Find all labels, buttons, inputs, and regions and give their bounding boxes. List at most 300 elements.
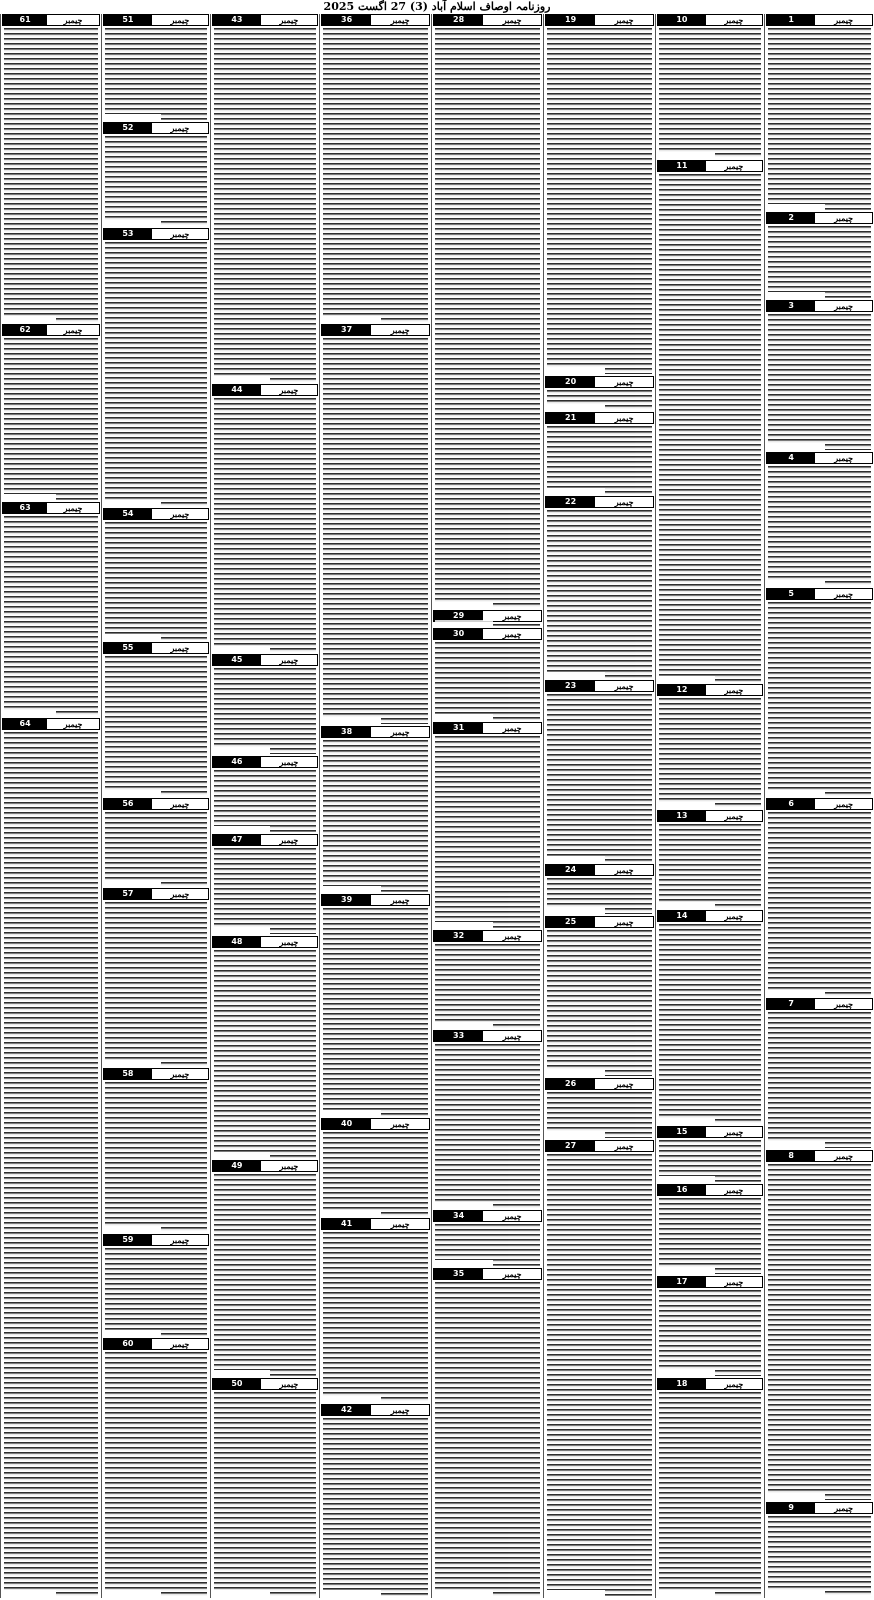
item-heading <box>657 1126 763 1138</box>
item-label: چیمبر <box>815 15 872 25</box>
item-number: 14 <box>658 911 706 921</box>
body-text-lines <box>547 878 652 914</box>
news-item <box>545 1078 654 1140</box>
body-text-lines <box>659 28 761 158</box>
item-number: 7 <box>767 999 815 1009</box>
item-heading <box>766 798 873 810</box>
item-label: چیمبر <box>371 1219 429 1229</box>
item-number: 4 <box>767 453 815 463</box>
item-heading <box>2 14 100 26</box>
item-label: چیمبر <box>152 1235 208 1245</box>
news-item <box>212 654 318 756</box>
item-number: 23 <box>546 681 595 691</box>
body-text-lines <box>768 1516 871 1596</box>
item-label: چیمبر <box>371 15 429 25</box>
body-text-lines <box>435 1044 540 1208</box>
item-label: چیمبر <box>595 865 653 875</box>
item-heading <box>545 680 654 692</box>
body-text-lines <box>435 944 540 1028</box>
item-label: چیمبر <box>371 895 429 905</box>
item-label: چیمبر <box>483 611 541 621</box>
item-heading <box>212 1378 318 1390</box>
news-item <box>657 160 763 684</box>
item-number: 38 <box>322 727 371 737</box>
news-item <box>657 1184 763 1276</box>
item-label: چیمبر <box>706 15 762 25</box>
news-item <box>766 452 873 588</box>
item-heading <box>321 1404 430 1416</box>
body-text-lines <box>768 602 871 796</box>
body-text-lines <box>4 516 98 716</box>
body-text-lines <box>323 908 428 1116</box>
news-item <box>103 1234 209 1338</box>
body-text-lines <box>659 174 761 682</box>
item-label: چیمبر <box>706 1185 762 1195</box>
item-number: 24 <box>546 865 595 875</box>
body-text-lines <box>547 694 652 862</box>
item-heading <box>545 14 654 26</box>
news-item <box>2 324 100 502</box>
item-number: 25 <box>546 917 595 927</box>
item-heading <box>766 452 873 464</box>
news-item <box>212 14 318 384</box>
news-item <box>103 228 209 508</box>
item-number: 20 <box>546 377 595 387</box>
item-heading <box>766 212 873 224</box>
item-label: چیمبر <box>47 15 99 25</box>
column <box>319 14 431 1598</box>
item-number: 37 <box>322 325 371 335</box>
body-text-lines <box>214 398 316 652</box>
item-heading <box>766 1502 873 1514</box>
news-item <box>321 1404 430 1598</box>
item-heading <box>103 508 209 520</box>
news-item <box>103 1068 209 1234</box>
body-text-lines <box>105 1082 207 1232</box>
item-number: 53 <box>104 229 152 239</box>
body-text-lines <box>323 1132 428 1216</box>
item-number: 27 <box>546 1141 595 1151</box>
item-number: 33 <box>434 1031 483 1041</box>
body-text-lines <box>105 812 207 886</box>
item-heading <box>212 384 318 396</box>
item-heading <box>545 916 654 928</box>
news-item <box>212 936 318 1160</box>
body-text-lines <box>105 522 207 640</box>
item-label: چیمبر <box>483 15 541 25</box>
item-label: چیمبر <box>815 213 872 223</box>
news-item <box>766 798 873 998</box>
news-item <box>433 14 542 610</box>
item-label: چیمبر <box>47 325 99 335</box>
body-text-lines <box>323 338 428 724</box>
item-heading <box>103 1234 209 1246</box>
news-item <box>433 628 542 722</box>
news-item <box>321 1118 430 1218</box>
item-label: چیمبر <box>706 1127 762 1137</box>
item-number: 16 <box>658 1185 706 1195</box>
item-number: 3 <box>767 301 815 311</box>
item-label: چیمبر <box>371 727 429 737</box>
item-number: 51 <box>104 15 152 25</box>
item-heading <box>545 1140 654 1152</box>
news-item <box>321 14 430 324</box>
news-item <box>2 14 100 324</box>
news-item <box>212 1378 318 1598</box>
body-text-lines <box>768 28 871 210</box>
body-text-lines <box>659 924 761 1124</box>
item-heading <box>545 376 654 388</box>
news-item <box>103 122 209 228</box>
item-label: چیمبر <box>152 799 208 809</box>
item-label: چیمبر <box>47 719 99 729</box>
news-item <box>103 508 209 642</box>
body-text-lines <box>214 1392 316 1596</box>
item-label: چیمبر <box>152 509 208 519</box>
news-item <box>212 756 318 834</box>
item-heading <box>103 798 209 810</box>
news-item <box>545 916 654 1078</box>
item-label: چیمبر <box>595 15 653 25</box>
news-item <box>657 810 763 910</box>
item-label: چیمبر <box>706 1277 762 1287</box>
item-heading <box>657 1276 763 1288</box>
item-number: 15 <box>658 1127 706 1137</box>
body-text-lines <box>768 466 871 586</box>
item-label: چیمبر <box>706 811 762 821</box>
item-heading <box>433 930 542 942</box>
news-item <box>2 502 100 718</box>
column <box>210 14 319 1598</box>
item-heading <box>321 1218 430 1230</box>
news-item <box>212 834 318 936</box>
news-item <box>657 1126 763 1184</box>
body-text-lines <box>435 642 540 720</box>
body-text-lines <box>547 28 652 374</box>
item-label: چیمبر <box>483 1031 541 1041</box>
item-heading <box>212 834 318 846</box>
item-number: 19 <box>546 15 595 25</box>
item-heading <box>103 228 209 240</box>
item-heading <box>103 642 209 654</box>
item-heading <box>2 324 100 336</box>
item-label: چیمبر <box>815 301 872 311</box>
item-number: 47 <box>213 835 261 845</box>
news-item <box>766 300 873 452</box>
item-heading <box>657 684 763 696</box>
item-heading <box>433 14 542 26</box>
item-label: چیمبر <box>595 413 653 423</box>
item-number: 34 <box>434 1211 483 1221</box>
body-text-lines <box>659 1290 761 1376</box>
item-heading <box>103 888 209 900</box>
column <box>543 14 655 1598</box>
item-number: 56 <box>104 799 152 809</box>
item-label: چیمبر <box>595 377 653 387</box>
item-label: چیمبر <box>261 1161 317 1171</box>
body-text-lines <box>323 740 428 892</box>
news-item <box>766 1502 873 1598</box>
item-number: 55 <box>104 643 152 653</box>
item-label: چیمبر <box>152 1339 208 1349</box>
body-text-lines <box>105 1248 207 1336</box>
news-item <box>545 496 654 680</box>
body-text-lines <box>768 1164 871 1500</box>
column <box>655 14 764 1598</box>
news-item <box>103 14 209 122</box>
body-text-lines <box>214 770 316 832</box>
news-item <box>2 718 100 1598</box>
news-item <box>212 1160 318 1378</box>
item-heading <box>212 14 318 26</box>
body-text-lines <box>435 624 540 626</box>
item-number: 29 <box>434 611 483 621</box>
item-heading <box>657 810 763 822</box>
news-item <box>766 998 873 1150</box>
item-heading <box>545 496 654 508</box>
body-text-lines <box>4 338 98 500</box>
item-label: چیمبر <box>152 229 208 239</box>
item-number: 1 <box>767 15 815 25</box>
masthead: روزنامہ اوصاف اسلام آباد (3) 27 اگست 2025 <box>323 0 551 13</box>
item-number: 44 <box>213 385 261 395</box>
column <box>764 14 874 1598</box>
item-number: 48 <box>213 937 261 947</box>
item-heading <box>766 588 873 600</box>
item-label: چیمبر <box>152 123 208 133</box>
item-label: چیمبر <box>815 589 872 599</box>
body-text-lines <box>768 314 871 450</box>
body-text-lines <box>323 28 428 322</box>
item-heading <box>657 1378 763 1390</box>
item-number: 13 <box>658 811 706 821</box>
column <box>0 14 101 1598</box>
item-number: 28 <box>434 15 483 25</box>
item-number: 9 <box>767 1503 815 1513</box>
item-label: چیمبر <box>261 15 317 25</box>
news-item <box>545 864 654 916</box>
item-label: چیمبر <box>261 1379 317 1389</box>
item-number: 57 <box>104 889 152 899</box>
item-number: 52 <box>104 123 152 133</box>
item-label: چیمبر <box>47 503 99 513</box>
news-item <box>103 1338 209 1598</box>
item-number: 36 <box>322 15 371 25</box>
item-label: چیمبر <box>261 937 317 947</box>
news-item <box>545 1140 654 1598</box>
item-number: 50 <box>213 1379 261 1389</box>
item-heading <box>321 726 430 738</box>
body-text-lines <box>435 1282 540 1596</box>
item-label: چیمبر <box>815 1503 872 1513</box>
item-heading <box>766 1150 873 1162</box>
item-heading <box>433 1030 542 1042</box>
news-item <box>433 610 542 628</box>
item-heading <box>212 1160 318 1172</box>
item-number: 12 <box>658 685 706 695</box>
body-text-lines <box>105 28 207 120</box>
body-text-lines <box>4 28 98 322</box>
item-heading <box>766 14 873 26</box>
item-label: چیمبر <box>152 15 208 25</box>
body-text-lines <box>105 902 207 1066</box>
body-text-lines <box>547 390 652 410</box>
item-number: 49 <box>213 1161 261 1171</box>
news-item <box>657 1378 763 1598</box>
item-number: 43 <box>213 15 261 25</box>
body-text-lines <box>105 136 207 226</box>
item-heading <box>321 14 430 26</box>
item-label: چیمبر <box>483 723 541 733</box>
item-number: 32 <box>434 931 483 941</box>
item-label: چیمبر <box>261 655 317 665</box>
item-heading <box>103 1068 209 1080</box>
news-item <box>657 14 763 160</box>
item-heading <box>212 654 318 666</box>
news-item <box>321 726 430 894</box>
item-label: چیمبر <box>371 1405 429 1415</box>
item-heading <box>433 722 542 734</box>
item-label: چیمبر <box>483 931 541 941</box>
item-label: چیمبر <box>595 1141 653 1151</box>
item-number: 58 <box>104 1069 152 1079</box>
news-item <box>103 642 209 798</box>
item-heading <box>766 998 873 1010</box>
item-number: 64 <box>3 719 47 729</box>
item-number: 11 <box>658 161 706 171</box>
item-label: چیمبر <box>483 1211 541 1221</box>
item-heading <box>321 1118 430 1130</box>
item-heading <box>545 1078 654 1090</box>
body-text-lines <box>214 28 316 382</box>
body-text-lines <box>214 950 316 1158</box>
body-text-lines <box>547 426 652 494</box>
news-item <box>103 888 209 1068</box>
body-text-lines <box>435 28 540 608</box>
item-heading <box>545 412 654 424</box>
item-number: 5 <box>767 589 815 599</box>
item-number: 2 <box>767 213 815 223</box>
item-heading <box>766 300 873 312</box>
item-label: چیمبر <box>261 835 317 845</box>
body-text-lines <box>768 812 871 996</box>
news-item <box>321 894 430 1118</box>
item-heading <box>321 324 430 336</box>
item-number: 10 <box>658 15 706 25</box>
item-label: چیمبر <box>483 1269 541 1279</box>
body-text-lines <box>547 930 652 1076</box>
body-text-lines <box>105 1352 207 1596</box>
body-text-lines <box>659 1140 761 1182</box>
item-number: 62 <box>3 325 47 335</box>
news-item <box>433 1268 542 1598</box>
item-label: چیمبر <box>152 643 208 653</box>
body-text-lines <box>323 1418 428 1596</box>
item-label: چیمبر <box>706 911 762 921</box>
item-heading <box>657 14 763 26</box>
item-number: 17 <box>658 1277 706 1287</box>
news-item <box>545 14 654 376</box>
item-label: چیمبر <box>483 629 541 639</box>
body-text-lines <box>435 1224 540 1266</box>
item-heading <box>103 1338 209 1350</box>
body-text-lines <box>323 1232 428 1402</box>
body-text-lines <box>659 1198 761 1274</box>
news-item <box>433 722 542 930</box>
item-number: 42 <box>322 1405 371 1415</box>
item-label: چیمبر <box>706 161 762 171</box>
body-text-lines <box>659 824 761 908</box>
item-number: 35 <box>434 1269 483 1279</box>
item-heading <box>433 1210 542 1222</box>
item-heading <box>657 160 763 172</box>
news-item <box>321 1218 430 1404</box>
body-text-lines <box>547 1154 652 1596</box>
item-label: چیمبر <box>706 1379 762 1389</box>
news-item <box>766 14 873 212</box>
item-label: چیمبر <box>152 889 208 899</box>
news-item <box>657 1276 763 1378</box>
item-number: 40 <box>322 1119 371 1129</box>
item-heading <box>545 864 654 876</box>
item-heading <box>103 122 209 134</box>
item-number: 26 <box>546 1079 595 1089</box>
item-number: 63 <box>3 503 47 513</box>
item-label: چیمبر <box>371 1119 429 1129</box>
news-item <box>433 1210 542 1268</box>
item-heading <box>103 14 209 26</box>
item-number: 30 <box>434 629 483 639</box>
item-label: چیمبر <box>815 453 872 463</box>
body-text-lines <box>547 510 652 678</box>
item-heading <box>212 756 318 768</box>
column <box>101 14 210 1598</box>
item-label: چیمبر <box>815 799 872 809</box>
news-item <box>103 798 209 888</box>
item-heading <box>321 894 430 906</box>
news-item <box>212 384 318 654</box>
news-item <box>545 376 654 412</box>
item-heading <box>2 718 100 730</box>
news-item <box>545 412 654 496</box>
item-number: 21 <box>546 413 595 423</box>
item-label: چیمبر <box>815 1151 872 1161</box>
body-text-lines <box>659 1392 761 1596</box>
item-number: 8 <box>767 1151 815 1161</box>
item-label: چیمبر <box>595 681 653 691</box>
body-text-lines <box>768 226 871 298</box>
item-number: 46 <box>213 757 261 767</box>
item-heading <box>433 1268 542 1280</box>
item-label: چیمبر <box>595 917 653 927</box>
news-item <box>433 1030 542 1210</box>
item-heading <box>2 502 100 514</box>
body-text-lines <box>105 656 207 796</box>
body-text-lines <box>435 736 540 928</box>
item-label: چیمبر <box>595 1079 653 1089</box>
item-heading <box>212 936 318 948</box>
item-label: چیمبر <box>371 325 429 335</box>
item-label: چیمبر <box>595 497 653 507</box>
item-heading <box>657 910 763 922</box>
item-heading <box>657 1184 763 1196</box>
body-text-lines <box>214 1174 316 1376</box>
item-label: چیمبر <box>815 999 872 1009</box>
news-item <box>657 910 763 1126</box>
item-number: 31 <box>434 723 483 733</box>
item-number: 61 <box>3 15 47 25</box>
item-number: 45 <box>213 655 261 665</box>
